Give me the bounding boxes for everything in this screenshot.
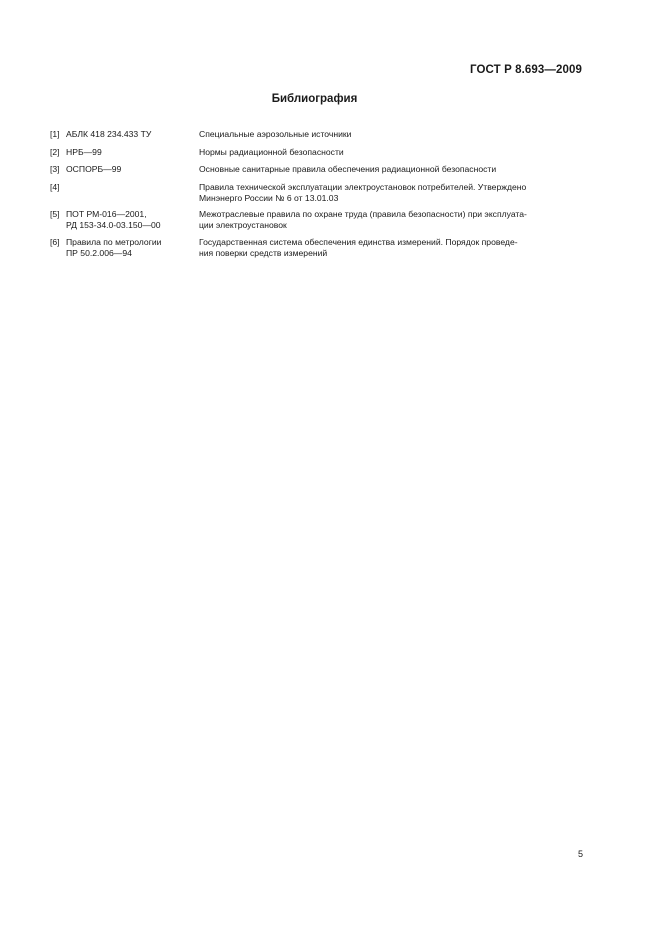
document-code: ГОСТ Р 8.693—2009: [470, 64, 582, 76]
entry-number: [1]: [50, 129, 60, 139]
entry-reference: ОСПОРБ—99: [66, 164, 122, 174]
entry-number: [4]: [50, 181, 60, 192]
page-number: 5: [577, 849, 583, 859]
entry-reference: НРБ—99: [66, 146, 102, 157]
entry-number: [5]: [50, 208, 60, 219]
entry-description: Правила технической эксплуатации электроустановок потребителей. Утверждено Минэнерго России № 6 от 13.01.03: [199, 181, 527, 203]
entry-description: Межотраслевые правила по охране труда (правила безопасности) при эксплуата- ции электроустановок: [199, 208, 527, 230]
bibliography-entry: [50, 164, 590, 176]
bibliography-entry: [50, 129, 590, 141]
entry-reference: Правила по метрологии ПР 50.2.006—94: [66, 236, 162, 258]
entry-number: [2]: [50, 146, 60, 157]
bibliography-entry: [50, 182, 590, 205]
section-title: Библиография: [271, 93, 358, 105]
entry-reference: АБЛК 418 234.433 ТУ: [66, 129, 152, 139]
bibliography-entry: [50, 209, 590, 232]
bibliography-list: [50, 129, 590, 260]
entry-description: Нормы радиационной безопасности: [199, 146, 344, 157]
entry-description: Специальные аэрозольные источники: [199, 129, 352, 139]
entry-number: [6]: [50, 236, 60, 247]
bibliography-entry: [50, 147, 590, 159]
entry-number: [3]: [50, 164, 60, 174]
bibliography-entry: [50, 237, 590, 260]
entry-description: Основные санитарные правила обеспечения радиационной безопасности: [199, 164, 497, 174]
entry-reference: ПОТ РМ-016—2001, РД 153-34.0-03.150—00: [66, 208, 161, 230]
entry-description: Государственная система обеспечения единства измерений. Порядок проведе- ния поверки средств измерений: [199, 236, 518, 258]
